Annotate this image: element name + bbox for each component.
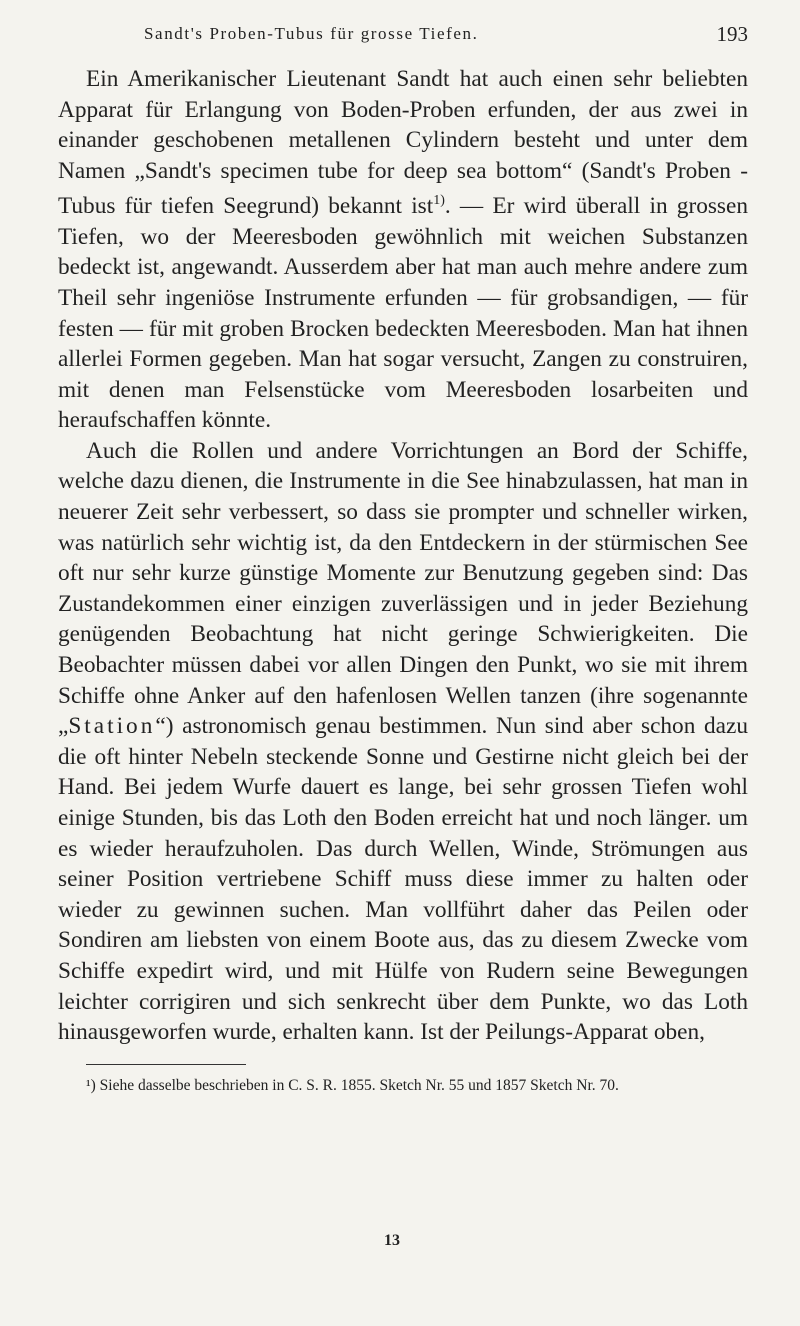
text-run: Ein Amerikanischer Lieutenant Sandt hat auch einen sehr beliebten Apparat für Erlangung von Boden-Proben erfunden, der aus zwei in einander geschobenen metallenen Cylindern besteht und unter dem Namen „Sandt's specimen tube for deep sea bottom“ (Sandt's Proben - Tubus für tiefen Seegrund) bekannt ist <box>58 66 748 220</box>
footnote-marker: 1) <box>433 193 445 209</box>
page-number: 193 <box>716 22 748 46</box>
paragraph <box>58 436 748 1048</box>
text-run: Station <box>68 713 156 740</box>
text-run: Auch die Rollen und andere Vorrichtungen an Bord der Schiffe, welche dazu dienen, die Instrumente in die See hinabzulassen, hat man in neuerer Zeit sehr verbessert, so dass sie prompter und schneller wirken, was natürlich sehr wichtig ist, da den Entdeckern in der stürmischen See oft nur sehr kurze günstige Momente zur Benutzung gegeben sind: Das Zustandekommen einer einzigen zuverlässigen und in jeder Beziehung genügenden Beobachtung hat nicht geringe Schwierigkeiten. Die Beobachter müssen dabei vor allen Dingen den Punkt, wo sie mit ihrem Schiffe ohne Anker auf den hafenlosen Wellen tanzen (ihre sogenannte „ <box>58 437 748 740</box>
paragraph <box>58 64 748 436</box>
signature-mark: 13 <box>384 1232 400 1249</box>
book-page <box>58 20 748 1096</box>
text-run: “) astronomisch genau bestimmen. Nun sind aber schon dazu die oft hinter Nebeln steckende Sonne und Gestirne nicht gleich bei der Hand. Bei jedem Wurfe dauert es lange, bei sehr grossen Tiefen wohl einige Stunden, bis das Loth den Boden erreicht hat und noch länger. um es wieder heraufzuholen. Das durch Wellen, Winde, Strömungen aus seiner Position vertriebene Schiff muss diese immer zu halten oder wieder zu gewinnen suchen. Man vollführt daher das Peilen oder Sondiren am liebsten von einem Boote aus, das zu diesem Zwecke vom Schiffe expedirt wird, und mit Hülfe von Rudern seine Bewegungen leichter corrigiren und sich senkrecht über dem Punkte, wo das Loth hinausgeworfen wurde, erhalten kann. Ist der Peilungs-Apparat oben, <box>58 713 748 1046</box>
running-head: Sandt's Proben-Tubus für grosse Tiefen. <box>144 24 479 43</box>
text-run: . — Er wird überall in grossen Tiefen, wo der Meeresboden gewöhnlich mit weichen Substanzen bedeckt ist, angewandt. Ausserdem aber hat man auch mehre andere zum Theil sehr ingeniöse Instrumente erfunden — für grobsandigen, — für festen — für mit groben Brocken bedeckten Meeresboden. Man hat ihnen allerlei Formen gegeben. Man hat sogar versucht, Zangen zu construiren, mit denen man Felsenstücke vom Meeresboden losarbeiten und heraufschaffen könnte. <box>58 193 748 434</box>
footnote-rule <box>86 1064 246 1065</box>
body-text <box>58 64 748 1048</box>
footnote: ¹) Siehe dasselbe beschrieben in C. S. R. 1855. Sketch Nr. 55 und 1857 Sketch Nr. 70. <box>86 1076 619 1094</box>
page-header <box>58 20 748 54</box>
